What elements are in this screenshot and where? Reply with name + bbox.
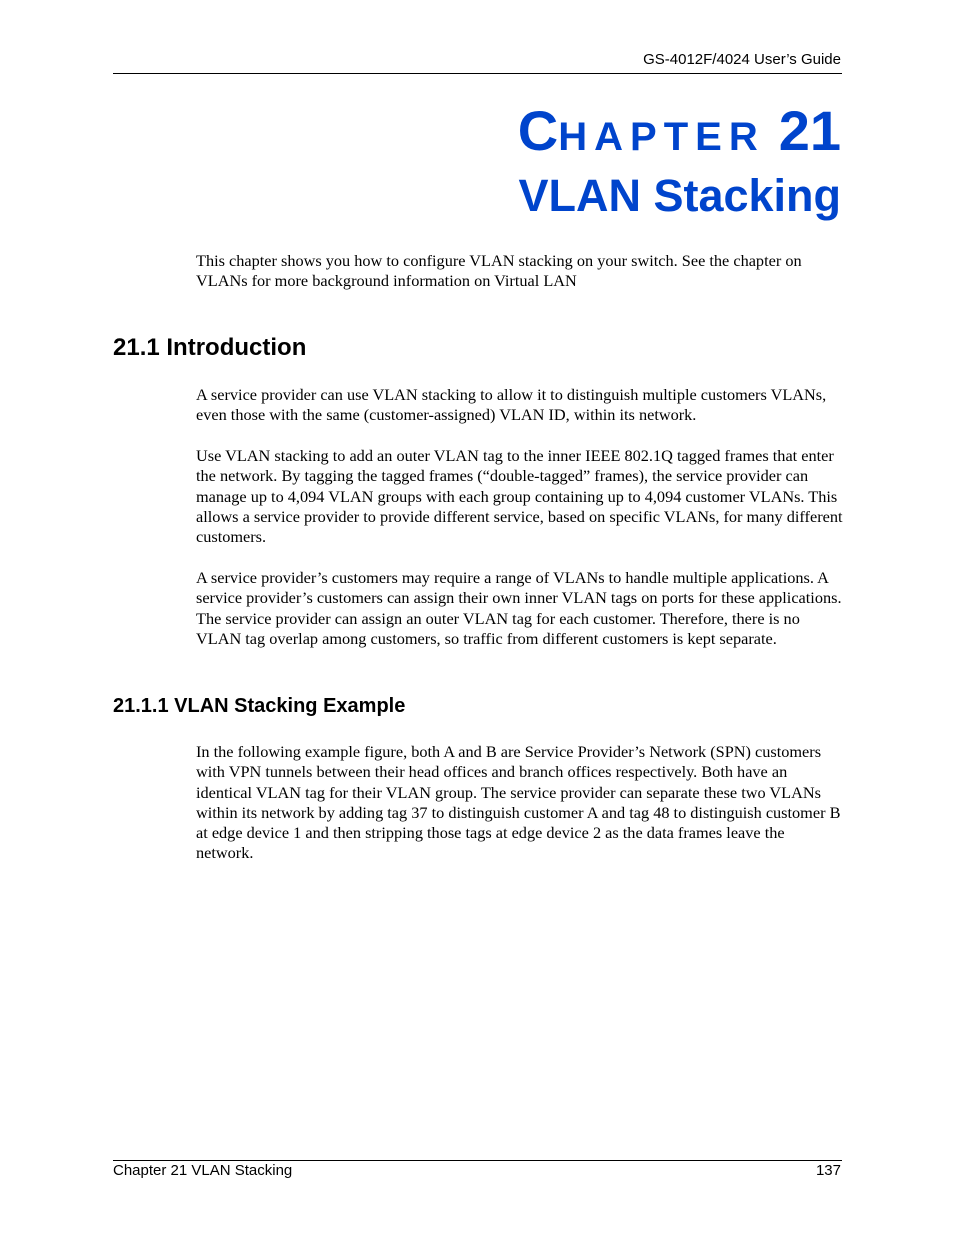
chapter-heading bbox=[518, 96, 841, 222]
intro-paragraph: This chapter shows you how to configure VLAN stacking on your switch. See the chapter on VLANs for more background information on Virtual LAN bbox=[196, 251, 802, 291]
chapter-number: 21 bbox=[778, 99, 841, 162]
chapter-title: VLAN Stacking bbox=[518, 170, 841, 221]
footer-page-number: 137 bbox=[815, 1162, 841, 1179]
intro-text bbox=[196, 251, 846, 292]
paragraph: In the following example figure, both A and B are Service Provider’s Network (SPN) customers with VPN tunnels between their head offices and branch offices respectively. Both have an identical VLAN tag for their VLAN group. The service provider can separate these two VLANs within its network by adding tag 37 to distinguish customer A and tag 48 to distinguish customer B at edge device 1 and then stripping those tags at edge device 2 as the data frames leave the network. bbox=[196, 742, 841, 863]
paragraph: A service provider can use VLAN stacking to allow it to distinguish multiple customers VLANs, even those with the same (customer-assigned) VLAN ID, within its network. bbox=[196, 385, 827, 425]
section-1-paragraph-1 bbox=[196, 385, 846, 426]
subsection-heading-vlan-stacking-example: 21.1.1 VLAN Stacking Example bbox=[113, 695, 406, 717]
chapter-label-cap: C bbox=[517, 99, 559, 162]
section-1-paragraph-2 bbox=[196, 446, 846, 547]
section-heading-introduction: 21.1 Introduction bbox=[113, 334, 307, 361]
paragraph: Use VLAN stacking to add an outer VLAN tag to the inner IEEE 802.1Q tagged frames that enter the network. By tagging the tagged frames (“double-tagged” frames), the service provider can manage up to 4,094 VLAN groups with each group containing up to 4,094 customer VLANs. This allows a service provider to provide different service, based on specific VLANs, for many different customers. bbox=[196, 446, 843, 547]
header-guide-title: GS-4012F/4024 User’s Guide bbox=[643, 51, 841, 68]
paragraph: A service provider’s customers may require a range of VLANs to handle multiple applications. A service provider’s customers can assign their own inner VLAN tags on ports for these applications. The service provider can assign an outer VLAN tag for each customer. Therefore, there is no VLAN tag overlap among customers, so traffic from different customers is kept separate. bbox=[196, 568, 842, 648]
footer-rule bbox=[113, 1160, 842, 1161]
section-1-paragraph-3 bbox=[196, 568, 846, 649]
footer-chapter-ref: Chapter 21 VLAN Stacking bbox=[113, 1162, 293, 1179]
chapter-label bbox=[518, 96, 841, 172]
chapter-label-rest: HAPTER bbox=[558, 115, 765, 159]
subsection-1-paragraph bbox=[196, 742, 846, 864]
header-rule bbox=[113, 73, 842, 74]
